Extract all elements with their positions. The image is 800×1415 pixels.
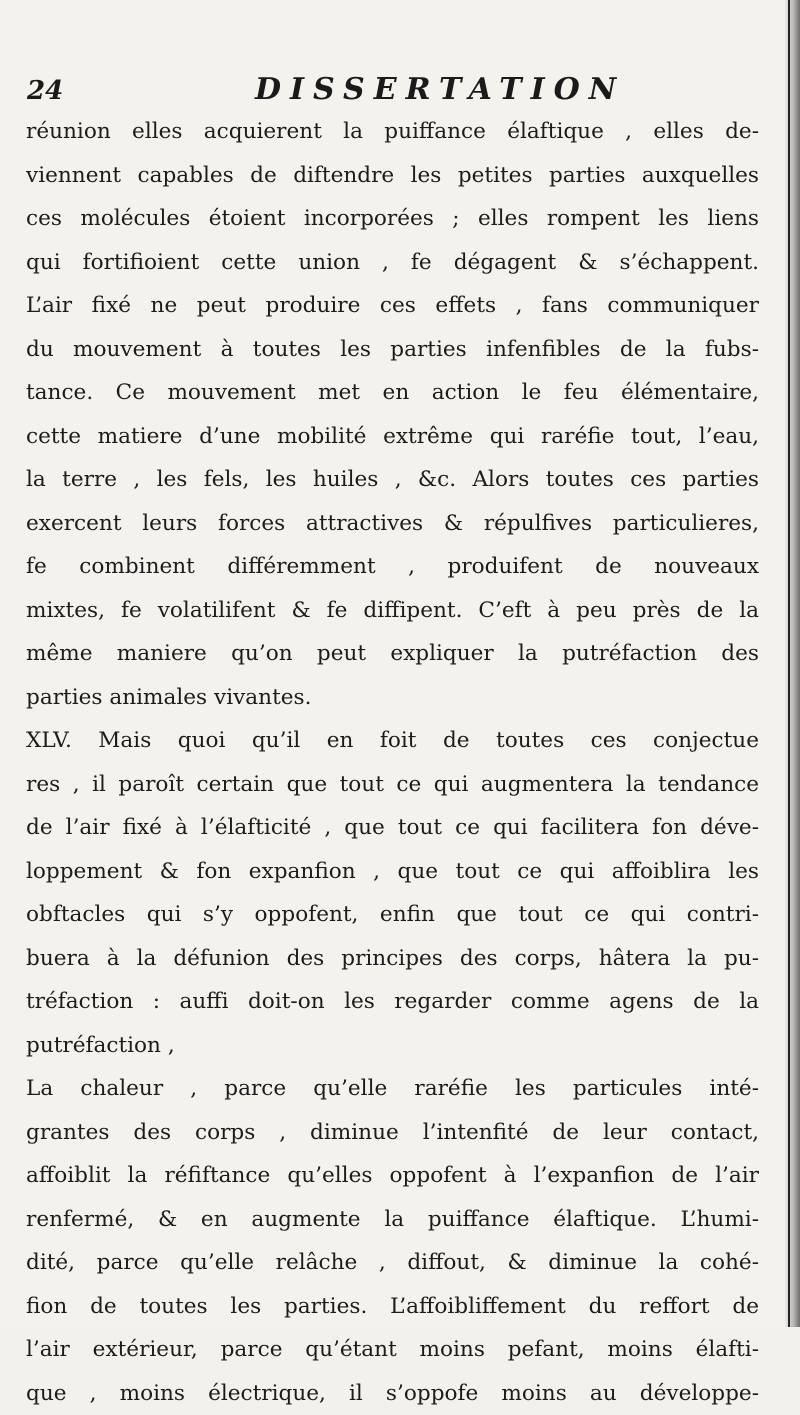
text-line: res , il paroît certain que tout ce qui augmentera la tendance bbox=[26, 763, 759, 807]
running-title: DISSERTATION bbox=[255, 72, 625, 107]
text-line: La chaleur , parce qu’elle raréfie les particules inté- bbox=[26, 1067, 759, 1111]
text-line: même maniere qu’on peut expliquer la putréfaction des bbox=[26, 632, 759, 676]
text-line: exercent leurs forces attractives & répulfives particulieres, bbox=[26, 502, 759, 546]
text-line: que , moins électrique, il s’oppofe moins au développe- bbox=[26, 1372, 759, 1415]
text-line: fe combinent différemment , produifent de nouveaux bbox=[26, 545, 759, 589]
page-number: 24 bbox=[27, 76, 63, 106]
text-line: L’air fixé ne peut produire ces effets , fans communiquer bbox=[26, 284, 759, 328]
text-line: buera à la défunion des principes des corps, hâtera la pu- bbox=[26, 937, 759, 981]
text-line: tréfaction : auffi doit-on les regarder comme agens de la bbox=[26, 980, 759, 1024]
text-line: affoiblit la réfiftance qu’elles oppofent à l’expanfion de l’air bbox=[26, 1154, 759, 1198]
text-line: renfermé, & en augmente la puiffance élaftique. L’humi- bbox=[26, 1198, 759, 1242]
text-line: ces molécules étoient incorporées ; elles rompent les liens bbox=[26, 197, 759, 241]
text-line: tance. Ce mouvement met en action le feu élémentaire, bbox=[26, 371, 759, 415]
text-line: viennent capables de diftendre les petites parties auxquelles bbox=[26, 154, 759, 198]
text-line: la terre , les fels, les huiles , &c. Alors toutes ces parties bbox=[26, 458, 759, 502]
text-line: grantes des corps , diminue l’intenfité de leur contact, bbox=[26, 1111, 759, 1155]
text-line: l’air extérieur, parce qu’étant moins pefant, moins élafti- bbox=[26, 1328, 759, 1372]
text-line: fion de toutes les parties. L’affoibliffement du reffort de bbox=[26, 1285, 759, 1329]
page-header bbox=[27, 70, 757, 110]
text-line: mixtes, fe volatilifent & fe diffipent. C’eft à peu près de la bbox=[26, 589, 759, 633]
text-line: parties animales vivantes. bbox=[26, 676, 759, 720]
text-line: dité, parce qu’elle relâche , diffout, & diminue la cohé- bbox=[26, 1241, 759, 1285]
text-line: loppement & fon expanfion , que tout ce qui affoiblira les bbox=[26, 850, 759, 894]
text-line: qui fortifioient cette union , fe dégagent & s’échappent. bbox=[26, 241, 759, 285]
text-line: cette matiere d’une mobilité extrême qui raréfie tout, l’eau, bbox=[26, 415, 759, 459]
text-line: de l’air fixé à l’élafticité , que tout ce qui facilitera fon déve- bbox=[26, 806, 759, 850]
text-line: putréfaction , bbox=[26, 1024, 759, 1068]
page-edge-shadow bbox=[784, 0, 800, 1327]
text-line: réunion elles acquierent la puiffance élaftique , elles de- bbox=[26, 110, 759, 154]
text-line: du mouvement à toutes les parties infenfibles de la fubs- bbox=[26, 328, 759, 372]
text-line: obftacles qui s’y oppofent, enfin que tout ce qui contri- bbox=[26, 893, 759, 937]
body-text bbox=[26, 110, 759, 1415]
section-start-line: XLV. Mais quoi qu’il en foit de toutes ces conjectue bbox=[26, 719, 759, 763]
